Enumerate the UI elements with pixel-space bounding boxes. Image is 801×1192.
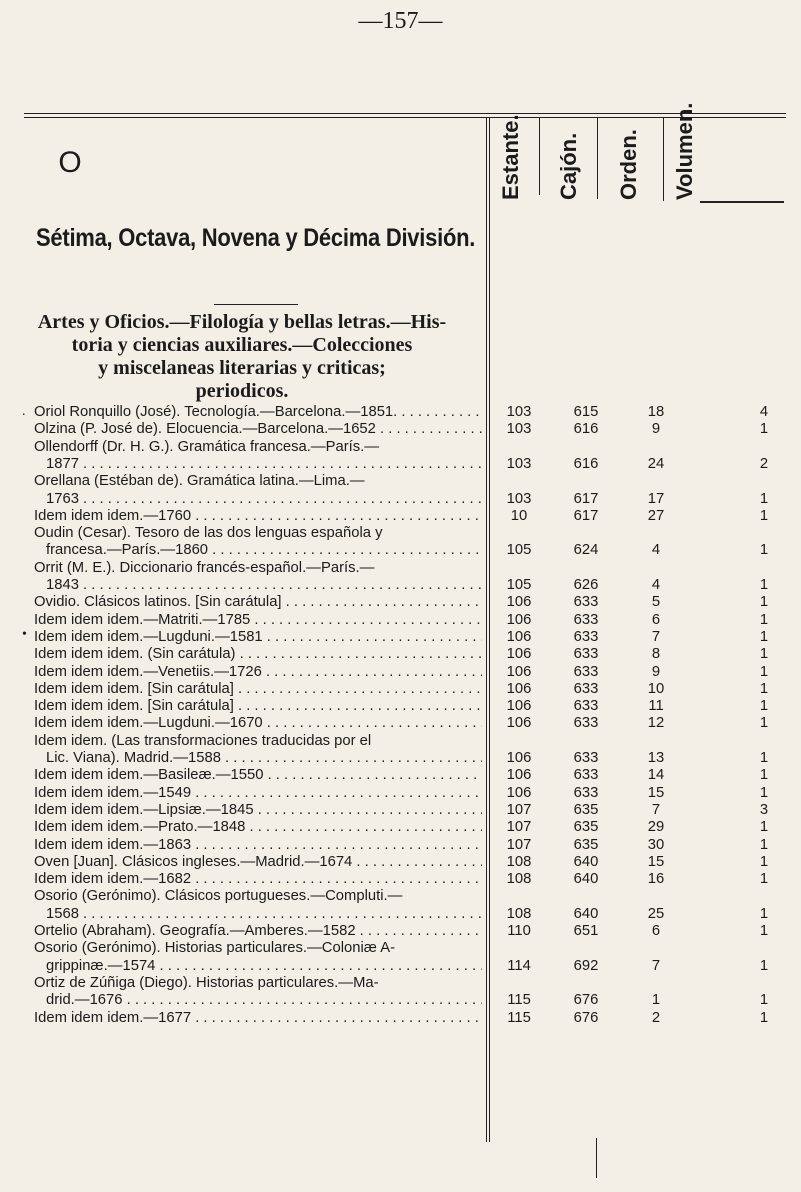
entry-text-line <box>34 594 482 611</box>
entry-text: Orrit (M. E.). Diccionario francés-español.—París.— <box>34 559 375 576</box>
entry-text: Ovidio. Clásicos latinos. [Sin carátula] . . . <box>34 594 482 610</box>
cell-cajon: 633 <box>573 628 599 645</box>
column-separator <box>489 117 490 1142</box>
cell-cajon: 615 <box>573 404 599 420</box>
column-header-cajon: Cajón. <box>556 132 581 200</box>
cell-volumen: 1 <box>759 871 769 888</box>
entry-text: Osorio (Gerónimo). Clásicos portugueses.—Compluti.— <box>34 888 403 905</box>
entry-text-line <box>34 767 482 784</box>
cell-cajon: 633 <box>573 594 599 611</box>
cell-volumen: 1 <box>759 594 769 611</box>
cell-volumen: 1 <box>759 611 769 628</box>
entry-text: Idem idem idem.—Basileæ.—1550 . . . <box>34 767 482 783</box>
cell-cajon: 616 <box>573 455 599 472</box>
entry-text: Orellana (Estéban de). Gramática latina.—Lima.— <box>34 473 365 490</box>
header-underline <box>700 201 784 203</box>
entry-text: Osorio (Gerónimo). Historias particulares.—Coloniæ A- <box>34 940 395 957</box>
cell-volumen: 1 <box>759 507 769 524</box>
cell-volumen: 1 <box>759 853 769 870</box>
cell-cajon: 626 <box>573 577 599 593</box>
entry-text: Idem idem idem.—1863 . . . <box>34 837 482 853</box>
cell-orden: 25 <box>647 905 665 922</box>
cell-estante: 107 <box>506 819 532 836</box>
margin-mark: • <box>22 627 27 642</box>
cell-orden: 10 <box>647 680 665 697</box>
margin-mark: . <box>22 404 26 419</box>
entry-text: drid.—1676 . . . <box>46 992 482 1008</box>
cell-volumen: 1 <box>759 750 769 766</box>
cell-cajon: 633 <box>573 680 599 697</box>
entry-text: Idem idem idem.—Lugduni.—1581 . . . <box>34 629 482 645</box>
column-header-volumen: Volumen. <box>672 102 697 200</box>
cell-estante: 106 <box>506 715 532 732</box>
cell-estante: 105 <box>506 542 532 559</box>
cell-orden: 29 <box>647 819 665 836</box>
cell-estante: 108 <box>506 871 532 888</box>
cell-orden: 30 <box>647 836 665 853</box>
cell-cajon: 640 <box>573 905 599 922</box>
entry-text-line <box>34 975 482 992</box>
cell-volumen: 1 <box>759 1009 769 1026</box>
entry-text: Idem idem idem.—1682 . . . <box>34 871 482 887</box>
entry-text: Oven [Juan]. Clásicos ingleses.—Madrid.—1674 . . . <box>34 854 482 870</box>
cell-orden: 7 <box>651 957 661 974</box>
divider <box>214 304 298 305</box>
entry-text: francesa.—París.—1860 . . . <box>46 542 482 558</box>
cell-estante: 103 <box>506 455 532 472</box>
section-title-line: y miscelaneas literarias y criticas; <box>98 357 386 379</box>
cell-estante: 106 <box>506 663 532 680</box>
cell-orden: 16 <box>647 871 665 888</box>
entry-text-line <box>34 888 482 905</box>
cell-volumen: 1 <box>759 421 769 438</box>
cell-estante: 106 <box>506 646 532 663</box>
cell-cajon: 633 <box>573 663 599 680</box>
cell-volumen: 1 <box>759 715 769 732</box>
entry-text-line <box>34 698 482 715</box>
cell-volumen: 1 <box>759 680 769 697</box>
entry-text: Ortelio (Abraham). Geografía.—Amberes.—1582 . . . <box>34 923 482 939</box>
cell-orden: 13 <box>647 750 665 766</box>
cell-orden: 17 <box>647 490 665 507</box>
section-title-line: toria y ciencias auxiliares.—Colecciones <box>71 334 413 356</box>
entry-text: Idem idem idem. (Sin carátula) . . . <box>34 646 482 662</box>
cell-volumen: 1 <box>759 923 769 939</box>
division-title: Sétima, Octava, Novena y Décima División. <box>36 224 476 252</box>
cell-estante: 115 <box>507 1009 531 1026</box>
cell-estante: 110 <box>507 923 531 939</box>
cell-orden: 15 <box>647 853 665 870</box>
cell-volumen: 1 <box>759 992 769 1009</box>
cell-cajon: 633 <box>573 698 599 715</box>
cell-cajon: 617 <box>573 490 599 507</box>
entry-text-line <box>46 958 482 975</box>
entry-text-line <box>34 923 482 940</box>
cell-cajon: 624 <box>573 542 599 559</box>
section-title-line: periodicos. <box>195 380 289 402</box>
entry-text: 1763 . . . <box>46 491 482 507</box>
cell-estante: 106 <box>506 611 532 628</box>
cell-cajon: 633 <box>573 611 599 628</box>
entry-text: grippinæ.—1574 . . . <box>46 958 482 974</box>
cell-cajon: 692 <box>573 957 599 974</box>
cell-volumen: 1 <box>759 957 769 974</box>
cell-cajon: 633 <box>573 767 599 784</box>
cell-cajon: 635 <box>573 801 599 818</box>
column-separator <box>597 117 598 199</box>
cell-volumen: 1 <box>759 819 769 836</box>
entry-text: Idem idem idem.—Matriti.—1785 . . . <box>34 612 482 628</box>
cell-cajon: 635 <box>573 836 599 853</box>
entry-text: Olzina (P. José de). Elocuencia.—Barcelona.—1652 . . . . . . <box>34 421 482 437</box>
entry-text-line <box>34 715 482 732</box>
cell-cajon: 651 <box>573 923 599 939</box>
column-separator <box>539 117 540 195</box>
cell-cajon: 617 <box>573 507 599 524</box>
cell-estante: 107 <box>506 836 532 853</box>
cell-cajon: 640 <box>573 871 599 888</box>
cell-estante: 103 <box>506 421 532 438</box>
cell-volumen: 1 <box>759 490 769 507</box>
cell-estante: 106 <box>506 698 532 715</box>
column-separator <box>663 117 664 201</box>
entry-text: Idem idem idem.—Prato.—1848 . . . <box>34 819 482 835</box>
cell-volumen: 1 <box>759 577 769 593</box>
cell-orden: 6 <box>651 923 661 939</box>
entry-text: Idem idem idem.—1760 . . . <box>34 508 482 524</box>
entry-text: 1843 . . . <box>46 577 482 593</box>
section-title <box>32 311 452 403</box>
cell-volumen: 1 <box>759 542 769 559</box>
cell-orden: 1 <box>651 992 661 1009</box>
cell-estante: 106 <box>506 594 532 611</box>
cell-cajon: 633 <box>573 715 599 732</box>
entry-text: Idem idem idem.—Venetiis.—1726 . . . <box>34 664 482 680</box>
cell-estante: 106 <box>506 784 532 801</box>
cell-orden: 18 <box>647 404 665 420</box>
cell-cajon: 633 <box>573 750 599 766</box>
entry-text-line <box>46 992 482 1009</box>
entry-text: Ortiz de Zúñiga (Diego). Historias particulares.—Ma- <box>34 974 379 991</box>
entry-text-line <box>34 854 482 871</box>
cell-orden: 9 <box>651 421 661 438</box>
entry-text: Idem idem idem.—Lugduni.—1670 . . . <box>34 715 482 731</box>
entry-text: Idem idem idem.—1677 . . . <box>34 1010 482 1026</box>
entry-text-line <box>34 819 482 836</box>
entry-text-line <box>34 439 482 456</box>
cell-volumen: 1 <box>759 836 769 853</box>
column-header-estante: Estante. <box>498 114 523 200</box>
entry-text-line <box>34 560 482 577</box>
entry-text-line <box>46 456 482 473</box>
cell-cajon: 635 <box>573 819 599 836</box>
cell-estante: 106 <box>506 767 532 784</box>
cell-orden: 9 <box>651 663 661 680</box>
cell-orden: 27 <box>647 507 665 524</box>
cell-orden: 12 <box>647 715 665 732</box>
cell-estante: 106 <box>506 750 532 766</box>
cell-orden: 7 <box>651 801 661 818</box>
entry-text-line <box>34 681 482 698</box>
cell-orden: 14 <box>647 767 665 784</box>
column-header-orden: Orden. <box>616 129 641 200</box>
cell-estante: 106 <box>506 680 532 697</box>
cell-cajon: 633 <box>573 646 599 663</box>
cell-orden: 24 <box>647 455 665 472</box>
cell-volumen: 1 <box>759 646 769 663</box>
entry-text: Idem idem idem. [Sin carátula] . . . <box>34 698 482 714</box>
cell-volumen: 1 <box>759 784 769 801</box>
entry-text: Lic. Viana). Madrid.—1588 . . . <box>46 750 482 766</box>
cell-estante: 10 <box>510 507 528 524</box>
entry-text: Idem idem. (Las transformaciones traducidas por el <box>34 732 372 749</box>
entry-text-line <box>34 871 482 888</box>
cell-estante: 114 <box>507 957 531 974</box>
cell-estante: 107 <box>506 801 532 818</box>
entry-text-line <box>34 940 482 957</box>
entry-text-line <box>34 473 482 490</box>
section-letter: O <box>58 146 82 179</box>
section-title-line: Artes y Oficios.—Filología y bellas letras.—His- <box>37 311 447 333</box>
entry-text-line <box>34 404 482 421</box>
entry-text: Idem idem idem.—1549 . . . <box>34 785 482 801</box>
cell-orden: 8 <box>651 646 661 663</box>
cell-estante: 103 <box>506 404 532 420</box>
cell-estante: 103 <box>506 490 532 507</box>
cell-volumen: 1 <box>759 905 769 922</box>
cell-orden: 7 <box>651 628 661 645</box>
entry-text-line <box>34 785 482 802</box>
cell-cajon: 676 <box>573 992 599 1009</box>
cell-estante: 105 <box>506 577 532 593</box>
cell-orden: 4 <box>651 542 661 559</box>
entry-text-line <box>34 629 482 646</box>
cell-cajon: 676 <box>573 1009 599 1026</box>
entry-text-line <box>46 491 482 508</box>
cell-estante: 106 <box>506 628 532 645</box>
column-separator <box>486 117 487 1142</box>
entry-text-line <box>46 577 482 594</box>
entry-text-line <box>34 612 482 629</box>
entry-text-line <box>34 646 482 663</box>
cell-volumen: 2 <box>759 455 769 472</box>
entry-text: Idem idem idem. [Sin carátula] . . . <box>34 681 482 697</box>
cell-cajon: 616 <box>573 421 599 438</box>
cell-volumen: 4 <box>759 404 769 420</box>
entry-text-line <box>34 837 482 854</box>
entry-text: 1877 . . . <box>46 456 482 472</box>
entry-text-line <box>34 508 482 525</box>
entry-text-line <box>34 525 482 542</box>
entry-text-line <box>46 906 482 923</box>
entry-text: Oriol Ronquillo (José). Tecnología.—Barcelona.—1851. . . . <box>34 404 482 420</box>
cell-cajon: 640 <box>573 853 599 870</box>
cell-orden: 2 <box>651 1009 661 1026</box>
cell-estante: 108 <box>506 853 532 870</box>
cell-volumen: 1 <box>759 698 769 715</box>
entry-text: Ollendorff (Dr. H. G.). Gramática francesa.—París.— <box>34 438 380 455</box>
cell-volumen: 1 <box>759 628 769 645</box>
cell-volumen: 1 <box>759 767 769 784</box>
cell-volumen: 3 <box>759 801 769 818</box>
cell-orden: 11 <box>648 698 664 715</box>
entry-text-line <box>34 1010 482 1027</box>
cell-orden: 6 <box>651 611 661 628</box>
cell-estante: 108 <box>506 905 532 922</box>
entry-text-line <box>46 542 482 559</box>
page-number: —157— <box>358 8 443 34</box>
entry-text-line <box>34 802 482 819</box>
entry-text: 1568 . . . <box>46 906 482 922</box>
entry-text: Idem idem idem.—Lipsiæ.—1845 . . . <box>34 802 482 818</box>
entry-text: Oudin (Cesar). Tesoro de las dos lenguas española y <box>34 525 383 542</box>
cell-orden: 15 <box>647 784 665 801</box>
cell-cajon: 633 <box>573 784 599 801</box>
cell-volumen: 1 <box>759 663 769 680</box>
cell-orden: 4 <box>651 577 661 593</box>
entry-text-line <box>46 750 482 767</box>
entry-text-line <box>34 733 482 750</box>
cell-estante: 115 <box>507 992 531 1009</box>
entry-text-line <box>34 421 482 438</box>
entry-text-line <box>34 664 482 681</box>
cell-orden: 5 <box>651 594 661 611</box>
column-separator <box>596 1138 597 1178</box>
